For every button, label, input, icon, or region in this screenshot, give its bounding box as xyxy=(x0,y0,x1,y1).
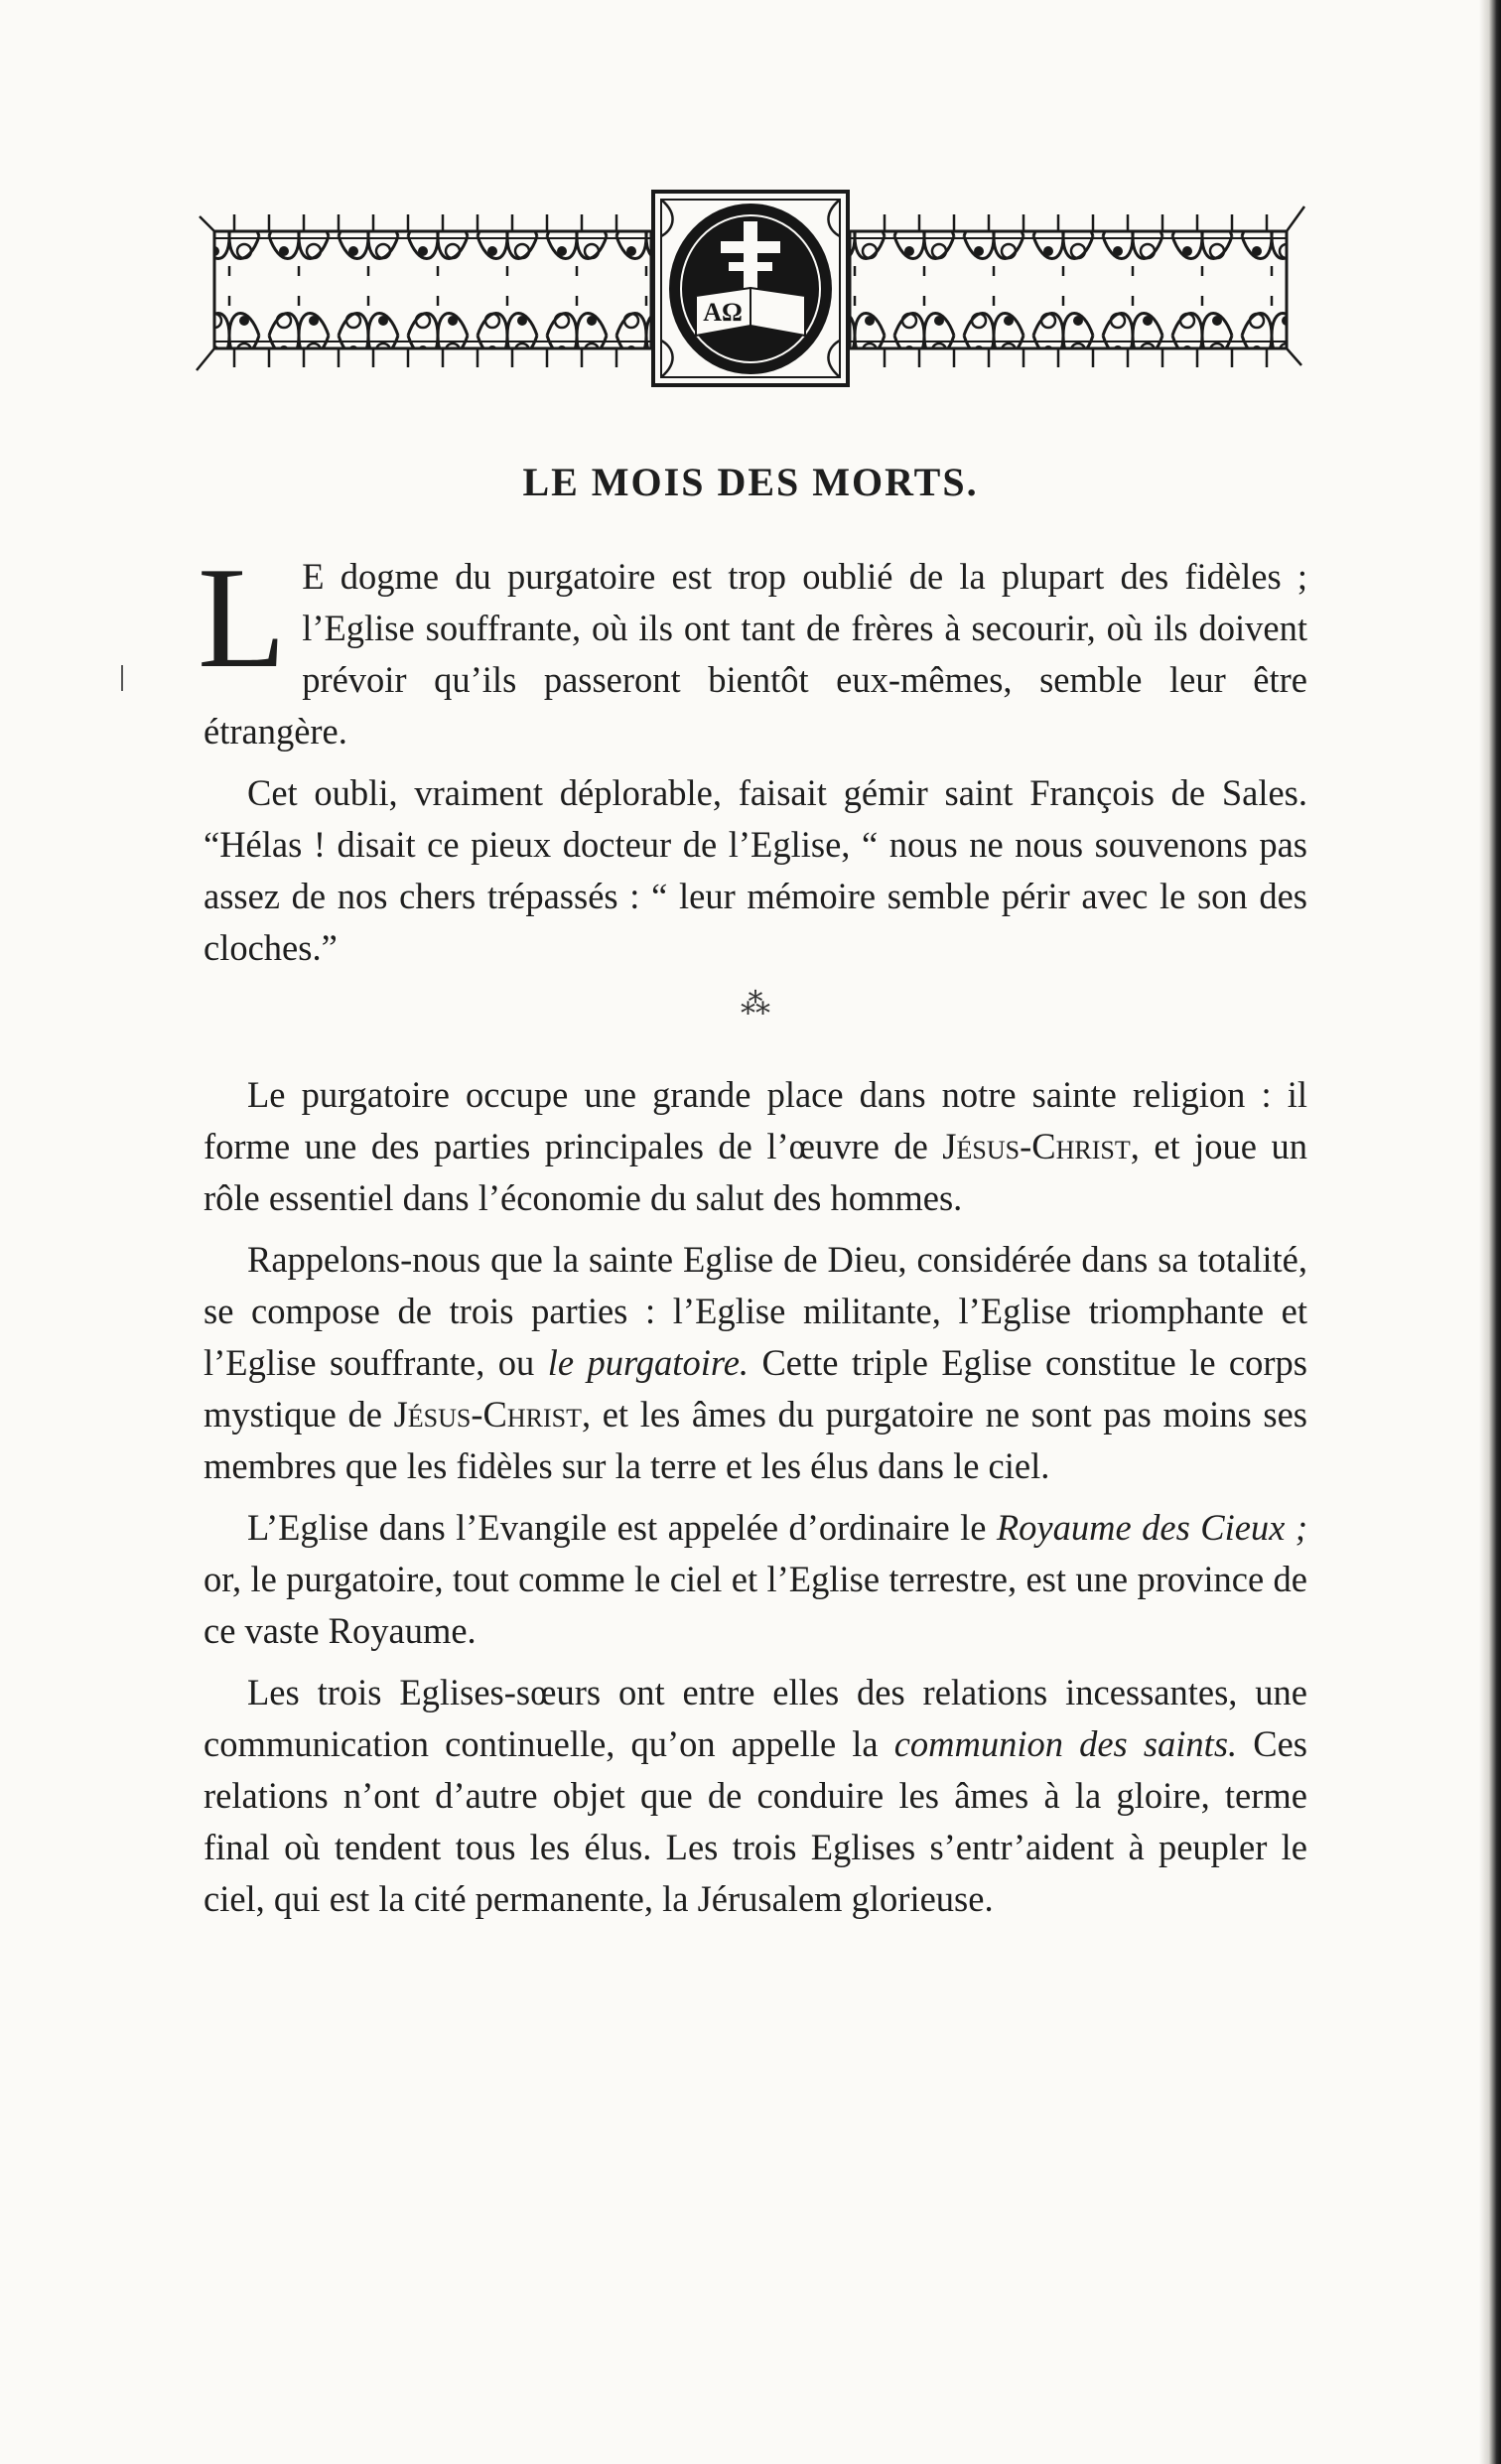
paragraph-6-text-a: Les trois Eglises-sœurs ont entre elles des relations incessantes, une communication continuelle, qu’on appelle la xyxy=(204,1672,1307,1764)
paragraph-2: Cet oubli, vraiment déplorable, faisait gémir saint François de Sales. “Hélas ! disait ce pieux docteur de l’Eglise, “ nous ne nous souvenons pas assez de nos chers trépassés : “ leur mémoire semble périr avec le son des cloches.” xyxy=(204,772,1307,968)
paragraph-1 xyxy=(198,537,1307,757)
page-title: LE MOIS DES MORTS. xyxy=(522,460,979,504)
page-edge-shadow xyxy=(1479,0,1501,2464)
paragraph-4 xyxy=(204,1234,1307,1492)
italic-phrase: Royaume des Cieux ; xyxy=(996,1507,1307,1548)
paragraph-6-text-b: Ces relations n’ont d’autre objet que de conduire les âmes à la gloire, terme final où tendent tous les élus. Les trois Eglises s’entr’aident à peupler le ciel, qui est la cité permanente, la Jérusalem glorieuse. xyxy=(204,1723,1307,1919)
paragraph-4-text-a: Rappelons-nous que la sainte Eglise de Dieu, considérée dans sa totalité, se compose de trois parties : l’Eglise militante, l’Eglise triomphante et l’Eglise souffrante, ou xyxy=(204,1239,1307,1383)
body-text xyxy=(198,537,1307,1925)
paragraph-5 xyxy=(204,1502,1307,1657)
margin-mark xyxy=(121,665,123,691)
paragraph-4-text-b: Cette triple Eglise constitue le corps mystique de xyxy=(204,1342,1307,1435)
paragraph-3-text-a: Le purgatoire occupe une grande place dans notre sainte religion : il forme une des parties principales de l’œuvre de xyxy=(204,1074,1307,1166)
smallcaps-name: Jésus-Christ xyxy=(393,1394,582,1435)
ornamental-headpiece xyxy=(195,187,1306,390)
paragraph-5-text-b: or, le purgatoire, tout comme le ciel et l’Eglise terrestre, est une province de ce vaste Royaume. xyxy=(204,1559,1307,1651)
paragraph-4-text-c: , et les âmes du purgatoire ne sont pas moins ses membres que les fidèles sur la terre et les élus dans le ciel. xyxy=(204,1394,1307,1486)
smallcaps-name: Jésus-Christ xyxy=(942,1126,1131,1166)
paragraph-5-text-a: L’Eglise dans l’Evangile est appelée d’ordinaire le xyxy=(247,1507,997,1548)
paragraph-3 xyxy=(204,1069,1307,1224)
paragraph-6 xyxy=(204,1667,1307,1925)
italic-phrase: communion des saints. xyxy=(893,1723,1238,1764)
paragraph-1-text: E dogme du purgatoire est trop oublié de la plupart des fidèles ; l’Eglise souffrante, où ils ont tant de frères à secourir, où ils doivent prévoir qu’ils passeront bientôt eux-mêmes, semble leur être étrangère. xyxy=(204,556,1307,752)
italic-phrase: le purgatoire. xyxy=(547,1342,750,1383)
emblem-alpha-omega: AΩ xyxy=(703,298,743,327)
paragraph-3-text-b: , et joue un rôle essentiel dans l’économie du salut des hommes. xyxy=(204,1126,1307,1218)
section-separator: ⁂ xyxy=(741,988,770,1021)
drop-cap: L xyxy=(198,537,287,698)
